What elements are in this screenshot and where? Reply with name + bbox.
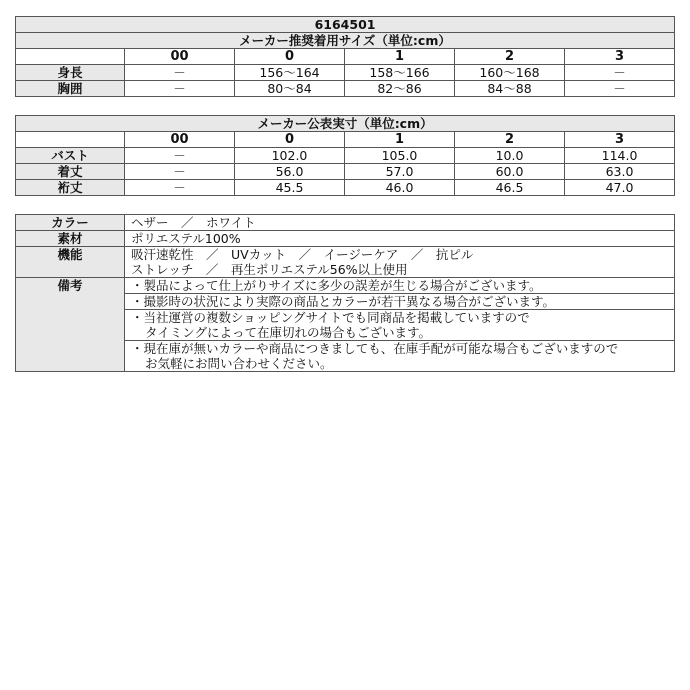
cell-value: 46.0 (345, 180, 455, 196)
size-header: 00 (125, 49, 235, 65)
size-header: 1 (345, 49, 455, 65)
cell-value: 47.0 (565, 180, 675, 196)
table-row (16, 231, 675, 247)
material-label: 素材 (16, 231, 125, 247)
cell-value: － (125, 180, 235, 196)
cell-value: 56.0 (235, 164, 345, 180)
table-row (16, 180, 675, 196)
table-row (16, 164, 675, 180)
table-row (16, 81, 675, 97)
cell-value: 105.0 (345, 148, 455, 164)
note-item: ・撮影時の状況により実際の商品とカラーが若干異なる場合がございます。 (125, 294, 675, 310)
table-row (16, 215, 675, 231)
color-label: カラー (16, 215, 125, 231)
product-code: 6164501 (16, 17, 675, 33)
cell-value: 60.0 (455, 164, 565, 180)
size-header: 2 (455, 49, 565, 65)
corner-cell (16, 49, 125, 65)
function-line: 吸汗速乾性 ／ UVカット ／ イージーケア ／ 抗ピル (131, 247, 474, 262)
cell-value: 84～88 (455, 81, 565, 97)
row-label: 胸囲 (16, 81, 125, 97)
note-item: ・製品によって仕上がりサイズに多少の誤差が生じる場合がございます。 (125, 278, 675, 294)
size-header: 3 (565, 49, 675, 65)
notes-label: 備考 (16, 278, 125, 372)
size-header: 1 (345, 132, 455, 148)
note-line: タイミングによって在庫切れの場合もございます。 (145, 325, 432, 340)
cell-value: 10.0 (455, 148, 565, 164)
cell-value: 114.0 (565, 148, 675, 164)
actual-size-table (15, 115, 675, 196)
note-line: ・当社運営の複数ショッピングサイトでも同商品を掲載していますので (131, 310, 530, 325)
note-item (125, 310, 675, 341)
cell-value: － (565, 65, 675, 81)
cell-value: 158～166 (345, 65, 455, 81)
table-row (16, 247, 675, 278)
color-value: ヘザー ／ ホワイト (125, 215, 675, 231)
cell-value: － (125, 148, 235, 164)
row-label: バスト (16, 148, 125, 164)
note-line: ・現在庫が無いカラーや商品につきましても、在庫手配が可能な場合もございますので (131, 341, 619, 356)
cell-value: 45.5 (235, 180, 345, 196)
cell-value: 160～168 (455, 65, 565, 81)
actual-table-title: メーカー公表実寸（単位:cm） (16, 116, 675, 132)
row-label: 身長 (16, 65, 125, 81)
recommended-table-title: メーカー推奨着用サイズ（単位:cm） (16, 33, 675, 49)
size-header: 2 (455, 132, 565, 148)
function-value (125, 247, 675, 278)
spec-table (15, 214, 675, 372)
row-label: 裄丈 (16, 180, 125, 196)
table-row (16, 278, 675, 294)
cell-value: － (565, 81, 675, 97)
cell-value: 57.0 (345, 164, 455, 180)
function-line: ストレッチ ／ 再生ポリエステル56%以上使用 (131, 262, 408, 277)
function-label: 機能 (16, 247, 125, 278)
cell-value: 46.5 (455, 180, 565, 196)
corner-cell (16, 132, 125, 148)
cell-value: 82～86 (345, 81, 455, 97)
note-line: お気軽にお問い合わせください。 (145, 356, 333, 371)
cell-value: 102.0 (235, 148, 345, 164)
cell-value: － (125, 65, 235, 81)
cell-value: 63.0 (565, 164, 675, 180)
cell-value: 156～164 (235, 65, 345, 81)
material-value: ポリエステル100% (125, 231, 675, 247)
cell-value: － (125, 81, 235, 97)
table-row (16, 65, 675, 81)
recommended-size-table (15, 16, 675, 97)
note-item (125, 341, 675, 372)
row-label: 着丈 (16, 164, 125, 180)
table-row (16, 148, 675, 164)
size-header: 0 (235, 132, 345, 148)
size-info-sheet (15, 16, 674, 372)
cell-value: 80～84 (235, 81, 345, 97)
size-header: 00 (125, 132, 235, 148)
cell-value: － (125, 164, 235, 180)
size-header: 3 (565, 132, 675, 148)
size-header: 0 (235, 49, 345, 65)
